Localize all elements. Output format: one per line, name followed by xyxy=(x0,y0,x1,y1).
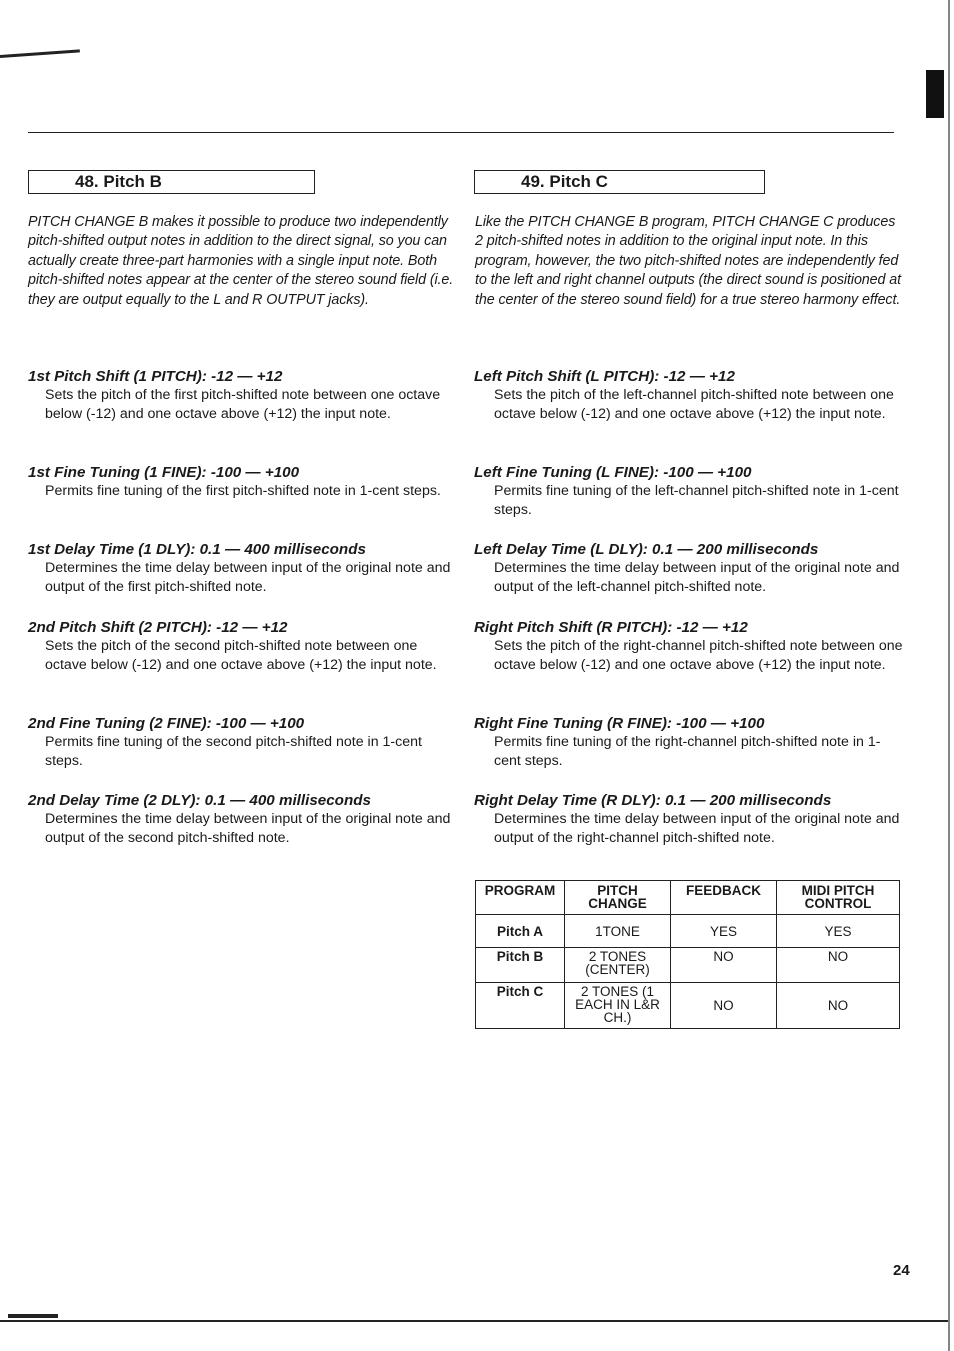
parameter-item xyxy=(474,619,904,676)
table-cell: NO xyxy=(671,983,777,1029)
parameter-item xyxy=(474,541,904,598)
parameter-item xyxy=(474,368,904,425)
parameter-item xyxy=(474,715,904,772)
top-rule xyxy=(28,132,894,133)
program-comparison-table xyxy=(475,880,900,1029)
table-row xyxy=(476,948,900,983)
parameter-item xyxy=(28,541,458,598)
column-pitch-c xyxy=(474,170,904,847)
parameter-item xyxy=(28,464,458,501)
parameter-description: Determines the time delay between input of the original note and output of the first pitch-shifted note. xyxy=(45,560,451,596)
table-cell: 2 TONES (1 EACH IN L&R CH.) xyxy=(565,983,671,1029)
parameter-title: 2nd Fine Tuning (2 FINE): -100 — +100 xyxy=(28,715,305,732)
parameter-description: Permits fine tuning of the right-channel pitch-shifted note in 1-cent steps. xyxy=(494,734,881,770)
parameter-description: Sets the pitch of the second pitch-shifted note between one octave below (-12) and one octave above (+12) the input note. xyxy=(45,638,437,674)
parameter-title: Right Delay Time (R DLY): 0.1 — 200 milliseconds xyxy=(474,792,832,809)
parameter-item xyxy=(474,792,904,849)
parameter-item xyxy=(28,792,458,849)
parameter-title: 2nd Delay Time (2 DLY): 0.1 — 400 milliseconds xyxy=(28,792,371,809)
parameter-description: Permits fine tuning of the left-channel pitch-shifted note in 1-cent steps. xyxy=(494,483,899,519)
parameter-description: Permits fine tuning of the second pitch-shifted note in 1-cent steps. xyxy=(45,734,422,770)
parameter-title: Left Delay Time (L DLY): 0.1 — 200 milliseconds xyxy=(474,541,819,558)
section-heading-box xyxy=(28,170,315,194)
intro-paragraph: PITCH CHANGE B makes it possible to produce two independently pitch-shifted output notes in addition to the direct signal, so you can actually create three-part harmonies with a single input note. Both pitch-shifted notes appear at the center of the stereo sound field (i.e. they are output equally to the L and R OUTPUT jacks). xyxy=(28,214,454,308)
parameter-title: Left Fine Tuning (L FINE): -100 — +100 xyxy=(474,464,752,481)
parameter-title: Right Pitch Shift (R PITCH): -12 — +12 xyxy=(474,619,748,636)
page-number: 24 xyxy=(893,1262,910,1279)
table-cell: NO xyxy=(777,948,900,983)
table-header-row xyxy=(476,881,900,915)
parameter-description: Determines the time delay between input of the original note and output of the left-channel pitch-shifted note. xyxy=(494,560,900,596)
table-cell: 2 TONES (CENTER) xyxy=(565,948,671,983)
column-header-feedback: FEEDBACK xyxy=(671,881,777,915)
parameter-item xyxy=(28,715,458,772)
parameter-description: Determines the time delay between input of the original note and output of the right-channel pitch-shifted note. xyxy=(494,811,900,847)
parameter-title: 1st Pitch Shift (1 PITCH): -12 — +12 xyxy=(28,368,283,385)
table-cell: Pitch A xyxy=(476,915,565,948)
intro-paragraph: Like the PITCH CHANGE B program, PITCH CHANGE C produces 2 pitch-shifted notes in addition to the original input note. In this program, however, the two pitch-shifted notes are independently fed to the left and right channel outputs (the direct sound is positioned at the center of the stereo sound field) for a true stereo harmony effect. xyxy=(475,214,901,308)
column-header-pitch-change: PITCH CHANGE xyxy=(565,881,671,915)
page-edge-tab xyxy=(926,70,944,118)
parameter-item xyxy=(28,619,458,676)
page-edge-line xyxy=(948,0,950,1351)
parameter-item xyxy=(474,464,904,521)
parameter-description: Sets the pitch of the first pitch-shifted note between one octave below (-12) and one octave above (+12) the input note. xyxy=(45,387,441,423)
column-pitch-b xyxy=(28,170,458,847)
table-cell: NO xyxy=(777,983,900,1029)
bottom-crop-mark xyxy=(8,1314,58,1318)
table-cell: Pitch C xyxy=(476,983,565,1029)
parameter-title: 1st Delay Time (1 DLY): 0.1 — 400 milliseconds xyxy=(28,541,366,558)
table-cell: 1TONE xyxy=(565,915,671,948)
parameter-item xyxy=(28,368,458,425)
table-cell: YES xyxy=(671,915,777,948)
parameter-title: 2nd Pitch Shift (2 PITCH): -12 — +12 xyxy=(28,619,288,636)
column-header-program: PROGRAM xyxy=(476,881,565,915)
column-header-midi-pitch-control: MIDI PITCH CONTROL xyxy=(777,881,900,915)
section-heading: 49. Pitch C xyxy=(521,172,608,191)
parameter-description: Sets the pitch of the left-channel pitch-shifted note between one octave below (-12) and one octave above (+12) the input note. xyxy=(494,387,894,423)
parameter-title: Right Fine Tuning (R FINE): -100 — +100 xyxy=(474,715,765,732)
parameter-description: Sets the pitch of the right-channel pitch-shifted note between one octave below (-12) and one octave above (+12) the input note. xyxy=(494,638,903,674)
section-heading-box xyxy=(474,170,765,194)
parameter-title: Left Pitch Shift (L PITCH): -12 — +12 xyxy=(474,368,735,385)
table-cell: YES xyxy=(777,915,900,948)
table-cell: NO xyxy=(671,948,777,983)
bottom-rule xyxy=(0,1320,948,1322)
parameter-title: 1st Fine Tuning (1 FINE): -100 — +100 xyxy=(28,464,300,481)
parameter-description: Determines the time delay between input of the original note and output of the second pitch-shifted note. xyxy=(45,811,451,847)
table-row xyxy=(476,915,900,948)
parameter-description: Permits fine tuning of the first pitch-shifted note in 1-cent steps. xyxy=(45,483,441,499)
corner-crop-mark xyxy=(0,49,80,58)
table-cell: Pitch B xyxy=(476,948,565,983)
section-heading: 48. Pitch B xyxy=(75,172,162,191)
table-row xyxy=(476,983,900,1029)
